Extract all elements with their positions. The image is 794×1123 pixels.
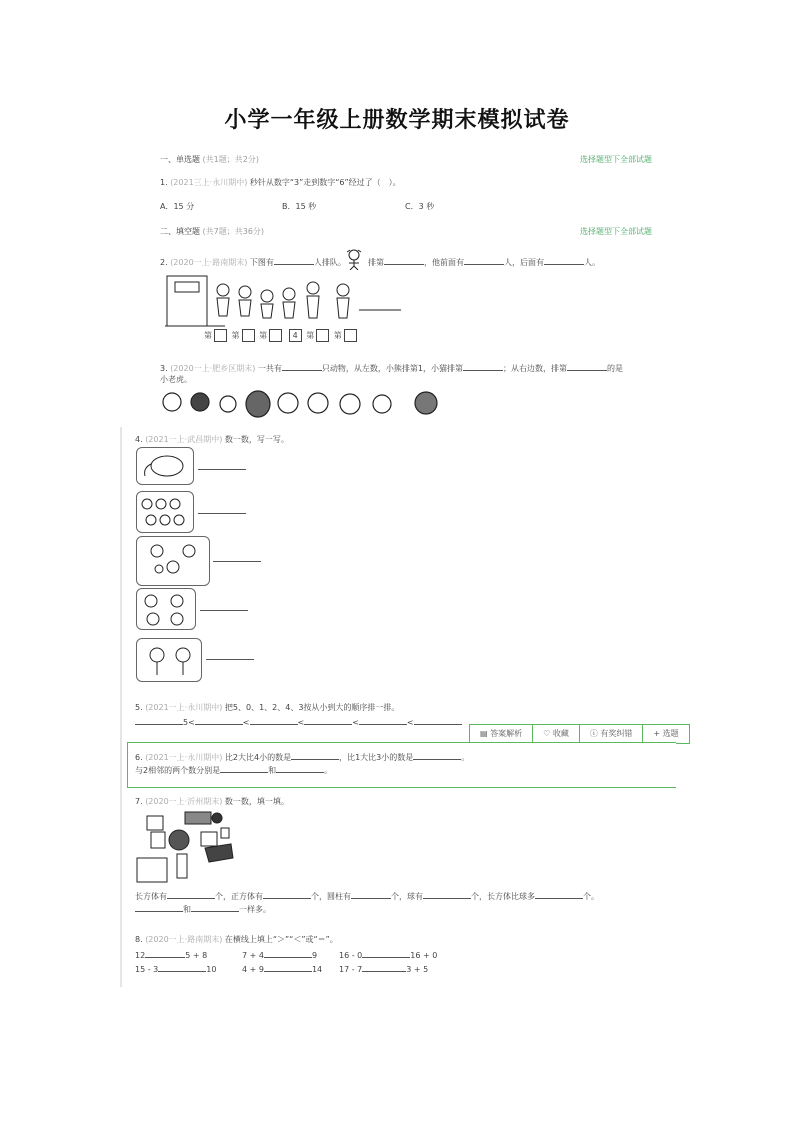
question-2: 2. (2020一上·路南期末) 下图有 人排队。 [160,258,346,267]
page-scan-edge [120,427,122,987]
queue-illustration [165,272,405,332]
answer-line[interactable] [198,461,246,470]
question-7: 7. (2020一上·沂州期末) 数一数，填一填。 [135,797,289,806]
compare-row-1c: 16 - 0 16 + 0 [339,951,438,960]
question-2-cont: 排第 ，他前面有 人，后面有 人。 [368,258,600,267]
option-b[interactable]: B．15 秒 [282,202,317,211]
question-toolbar [469,724,690,744]
answer-line[interactable] [200,602,248,611]
monkeys-icon [137,639,201,681]
ordering-blanks: 5< < < < < [135,716,462,728]
animals-row-illustration [160,387,445,421]
option-c[interactable]: C．3 秒 [405,202,435,211]
question-4: 4. (2021一上·武昌期中) 数一数，写一写。 [135,435,289,444]
raccoons-icon [137,589,195,629]
elephant-icon [137,448,193,484]
report-error-button[interactable]: ⓘ 有奖纠错 [580,725,644,743]
sequence-row: 第 第 第 4 第 第 [204,329,359,342]
cats-icon [137,492,193,532]
question-number: 1. [160,178,168,187]
question-source: (2021三上·永川期中) [170,178,248,187]
elephant-box [136,447,194,485]
compare-row-2c: 17 - 7 3 + 5 [339,965,429,974]
raccoon-box [136,588,196,630]
question-6-line2: 与2相邻的两个数分别是 和 。 [135,766,333,775]
answer-line[interactable] [213,553,261,562]
question-7-line2: 和 一样多。 [135,903,271,915]
compare-row-1: 12 5 + 8 [135,951,208,960]
answer-line[interactable] [198,505,246,514]
section-meta: (共7题；共36分) [202,227,265,236]
ducks-icon [137,537,209,585]
question-3-tail: 小老虎。 [160,375,192,384]
section-meta: (共1题；共2分) [202,155,259,164]
compare-row-1b: 7 + 4 9 [242,951,318,960]
view-all-link[interactable]: 选择题型下全部试题 [580,227,652,236]
question-text: 秒针从数字“3”走到数字“6”经过了（ ）。 [249,178,401,187]
question-8: 8. (2020一上·路南期末) 在横线上填上“＞”“＜”或“＝”。 [135,935,338,944]
duck-box [136,536,210,586]
compare-row-2: 15 - 3 10 [135,965,217,974]
question-5: 5. (2021一上·永川期中) 把5、0、1、2、4、3按从小到大的顺序排一排。 [135,703,400,712]
option-a[interactable]: A．15 分 [160,202,195,211]
animal-group-box [136,491,194,533]
section-fill-blank [160,226,264,237]
section-single-choice [160,154,259,165]
compare-row-2b: 4 + 9 14 [242,965,323,974]
section-heading: 二、填空题 [160,227,200,236]
view-all-link[interactable]: 选择题型下全部试题 [580,155,652,164]
select-question-button[interactable]: + 选题 [643,725,689,743]
question-3: 3. (2020一上·肥乡区期末) 一共有 只动物，从左数，小熊排第1，小猫排第 ；从右边数，排第 的是 [160,364,623,373]
answer-line[interactable] [206,651,254,660]
question-1 [160,178,401,188]
section-heading: 一、单选题 [160,155,200,164]
question-7-line1: 长方体有 个，正方体有 个，圆柱有 个，球有 个，长方体比球多 个。 [135,892,599,901]
child-figure-icon [343,248,365,270]
answer-analysis-button[interactable]: ▤ 答案解析 [470,725,533,743]
monkey-box [136,638,202,682]
page-title: 小学一年级上册数学期末模拟试卷 [224,107,570,133]
question-6: 6. (2021一上·永川期中) 比2大比4小的数是 ，比1大比3小的数是 。 [135,753,470,762]
solids-illustration [135,810,245,884]
favorite-button[interactable]: ♡ 收藏 [533,725,580,743]
